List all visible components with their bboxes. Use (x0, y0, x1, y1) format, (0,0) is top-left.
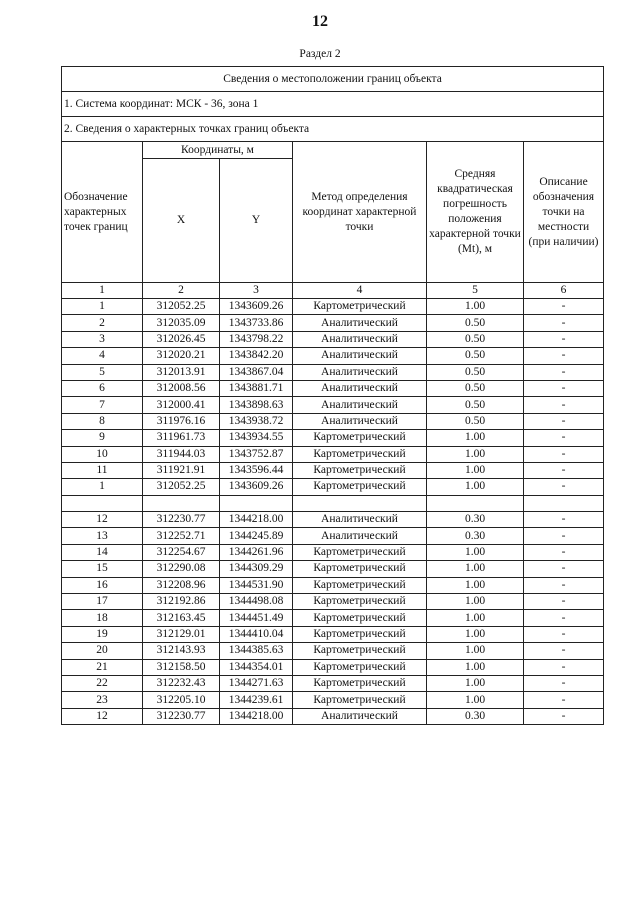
table-cell: 312052.25 (143, 479, 220, 495)
table-row (62, 512, 604, 528)
table-cell: 312158.50 (143, 659, 220, 675)
table-cell: 312020.21 (143, 348, 220, 364)
table-cell: Картометрический (293, 643, 427, 659)
empty-cell (293, 495, 427, 511)
table-cell: 1343752.87 (220, 446, 293, 462)
column-numbers-row (62, 283, 604, 299)
table-cell: 1.00 (427, 594, 524, 610)
table-cell: - (524, 610, 604, 626)
column-number: 4 (293, 283, 427, 299)
table-row (62, 675, 604, 691)
col-designation-header: Обозначение характерных точек границ (62, 142, 143, 283)
table-cell: - (524, 479, 604, 495)
table-cell: - (524, 397, 604, 413)
table-cell: Картометрический (293, 544, 427, 560)
table-cell: - (524, 315, 604, 331)
table-cell: 13 (62, 528, 143, 544)
table-cell: Картометрический (293, 462, 427, 478)
table-cell: 1344218.00 (220, 512, 293, 528)
table-cell: - (524, 708, 604, 724)
column-number: 3 (220, 283, 293, 299)
table-row (62, 643, 604, 659)
table-row (62, 479, 604, 495)
table-row (62, 544, 604, 560)
table-cell: 311961.73 (143, 430, 220, 446)
page-number: 12 (312, 13, 328, 30)
column-number: 5 (427, 283, 524, 299)
table-cell: Аналитический (293, 380, 427, 396)
table-cell: Аналитический (293, 528, 427, 544)
table-cell: 1344261.96 (220, 544, 293, 560)
table-cell: 1.00 (427, 479, 524, 495)
table-cell: - (524, 331, 604, 347)
table-cell: 311944.03 (143, 446, 220, 462)
table-title: Сведения о местоположении границ объекта (62, 67, 604, 92)
table-row (62, 577, 604, 593)
table-row (62, 692, 604, 708)
table-cell: 1.00 (427, 577, 524, 593)
table-cell: 1344410.04 (220, 626, 293, 642)
table-cell: 312000.41 (143, 397, 220, 413)
table-cell: 12 (62, 708, 143, 724)
table-cell: 10 (62, 446, 143, 462)
separator-row (62, 495, 604, 511)
table-cell: 1344354.01 (220, 659, 293, 675)
table-cell: 1 (62, 479, 143, 495)
table-cell: 0.30 (427, 708, 524, 724)
column-number: 1 (62, 283, 143, 299)
table-cell: 1343609.26 (220, 479, 293, 495)
table-row (62, 348, 604, 364)
table-cell: - (524, 659, 604, 675)
table-cell: 1344218.00 (220, 708, 293, 724)
header-row-1 (62, 142, 604, 159)
table-cell: 311921.91 (143, 462, 220, 478)
table-title-row (62, 67, 604, 92)
table-cell: 1344451.49 (220, 610, 293, 626)
table-cell: 1.00 (427, 659, 524, 675)
table-cell: 18 (62, 610, 143, 626)
table-row (62, 380, 604, 396)
table-cell: 16 (62, 577, 143, 593)
table-row (62, 528, 604, 544)
col-coordinates-header: Координаты, м (143, 142, 293, 159)
table-cell: 0.50 (427, 315, 524, 331)
table-row (62, 364, 604, 380)
table-cell: - (524, 364, 604, 380)
table-cell: - (524, 446, 604, 462)
table-cell: 1343609.26 (220, 299, 293, 315)
table-cell: - (524, 299, 604, 315)
table-cell: - (524, 692, 604, 708)
table-cell: 1.00 (427, 561, 524, 577)
table-cell: Картометрический (293, 594, 427, 610)
table-row (62, 626, 604, 642)
column-number: 2 (143, 283, 220, 299)
table-cell: Картометрический (293, 692, 427, 708)
column-number: 6 (524, 283, 604, 299)
table-cell: - (524, 348, 604, 364)
table-cell: 5 (62, 364, 143, 380)
table-cell: 312230.77 (143, 512, 220, 528)
table-cell: 312129.01 (143, 626, 220, 642)
table-row (62, 331, 604, 347)
empty-cell (62, 495, 143, 511)
table-cell: 22 (62, 675, 143, 691)
points-heading: 2. Сведения о характерных точках границ объекта (62, 117, 604, 142)
table-cell: 312163.45 (143, 610, 220, 626)
table-cell: 1.00 (427, 544, 524, 560)
col-error-header: Средняя квадратическая погрешность положения характерной точки (Mt), м (427, 142, 524, 283)
table-cell: 1343934.55 (220, 430, 293, 446)
table-row (62, 315, 604, 331)
table-cell: Аналитический (293, 708, 427, 724)
table-cell: 0.30 (427, 528, 524, 544)
table-cell: 1344531.90 (220, 577, 293, 593)
table-cell: 1.00 (427, 430, 524, 446)
table-cell: 23 (62, 692, 143, 708)
table-cell: - (524, 643, 604, 659)
col-method-header: Метод определения координат характерной точки (293, 142, 427, 283)
table-cell: 311976.16 (143, 413, 220, 429)
table-cell: Аналитический (293, 348, 427, 364)
table-cell: 1.00 (427, 610, 524, 626)
table-cell: - (524, 626, 604, 642)
table-row (62, 413, 604, 429)
table-cell: Картометрический (293, 561, 427, 577)
table-cell: 1344309.29 (220, 561, 293, 577)
table-cell: 312208.96 (143, 577, 220, 593)
table-row (62, 594, 604, 610)
table-row (62, 446, 604, 462)
table-cell: - (524, 528, 604, 544)
table-row (62, 659, 604, 675)
table-cell: 1 (62, 299, 143, 315)
table-cell: Аналитический (293, 364, 427, 380)
table-cell: - (524, 544, 604, 560)
table-cell: - (524, 380, 604, 396)
table-cell: Картометрический (293, 610, 427, 626)
table-cell: 312232.43 (143, 675, 220, 691)
table-cell: 1344498.08 (220, 594, 293, 610)
coord-system-row (62, 92, 604, 117)
table-cell: 312035.09 (143, 315, 220, 331)
table-cell: Картометрический (293, 430, 427, 446)
table-cell: 1343842.20 (220, 348, 293, 364)
empty-cell (427, 495, 524, 511)
table-cell: 1343938.72 (220, 413, 293, 429)
coord-system: 1. Система координат: МСК - 36, зона 1 (62, 92, 604, 117)
col-x-header: X (143, 159, 220, 283)
table-cell: 8 (62, 413, 143, 429)
table-cell: 1.00 (427, 675, 524, 691)
table-cell: 1.00 (427, 462, 524, 478)
empty-cell (524, 495, 604, 511)
table-cell: 1343898.63 (220, 397, 293, 413)
table-cell: 0.50 (427, 348, 524, 364)
table-row (62, 397, 604, 413)
table-cell: - (524, 561, 604, 577)
table-cell: - (524, 512, 604, 528)
empty-cell (220, 495, 293, 511)
table-cell: 12 (62, 512, 143, 528)
table-cell: Картометрический (293, 675, 427, 691)
table-cell: Аналитический (293, 331, 427, 347)
table-cell: Картометрический (293, 577, 427, 593)
boundary-table (61, 66, 604, 725)
table-cell: 0.50 (427, 364, 524, 380)
table-cell: - (524, 675, 604, 691)
table-cell: Картометрический (293, 446, 427, 462)
table-cell: 312008.56 (143, 380, 220, 396)
table-cell: 1344239.61 (220, 692, 293, 708)
table-cell: 6 (62, 380, 143, 396)
points-heading-row (62, 117, 604, 142)
table-cell: 312252.71 (143, 528, 220, 544)
table-cell: 0.50 (427, 380, 524, 396)
table-cell: 0.30 (427, 512, 524, 528)
table-cell: 1343798.22 (220, 331, 293, 347)
table-cell: 1.00 (427, 692, 524, 708)
table-cell: Картометрический (293, 659, 427, 675)
table-cell: 21 (62, 659, 143, 675)
table-cell: 1344245.89 (220, 528, 293, 544)
table-cell: 312143.93 (143, 643, 220, 659)
table-cell: 3 (62, 331, 143, 347)
table-row (62, 430, 604, 446)
table-cell: 312230.77 (143, 708, 220, 724)
table-cell: 312052.25 (143, 299, 220, 315)
table-cell: 11 (62, 462, 143, 478)
empty-cell (143, 495, 220, 511)
table-cell: 2 (62, 315, 143, 331)
table-cell: 312013.91 (143, 364, 220, 380)
table-cell: 312254.67 (143, 544, 220, 560)
table-cell: 0.50 (427, 397, 524, 413)
table-cell: 1.00 (427, 299, 524, 315)
table-cell: 1343867.04 (220, 364, 293, 380)
table-cell: 312205.10 (143, 692, 220, 708)
table-cell: Аналитический (293, 315, 427, 331)
table-cell: 1343881.71 (220, 380, 293, 396)
table-cell: 4 (62, 348, 143, 364)
table-cell: - (524, 577, 604, 593)
table-cell: 17 (62, 594, 143, 610)
table-cell: 1.00 (427, 643, 524, 659)
section-label: Раздел 2 (299, 48, 341, 60)
table-cell: - (524, 430, 604, 446)
table-cell: - (524, 462, 604, 478)
table-cell: 1344271.63 (220, 675, 293, 691)
table-cell: 1.00 (427, 626, 524, 642)
table-row (62, 462, 604, 478)
table-row (62, 299, 604, 315)
table-cell: Аналитический (293, 413, 427, 429)
table-cell: 1.00 (427, 446, 524, 462)
table-cell: 14 (62, 544, 143, 560)
table-cell: 9 (62, 430, 143, 446)
table-row (62, 561, 604, 577)
table-cell: 15 (62, 561, 143, 577)
table-cell: - (524, 413, 604, 429)
table-cell: 312290.08 (143, 561, 220, 577)
table-cell: 19 (62, 626, 143, 642)
col-description-header: Описание обозначения точки на местности (при наличии) (524, 142, 604, 283)
table-cell: 0.50 (427, 413, 524, 429)
table-cell: Аналитический (293, 397, 427, 413)
table-cell: 312192.86 (143, 594, 220, 610)
table-cell: 1344385.63 (220, 643, 293, 659)
table-row (62, 708, 604, 724)
col-y-header: Y (220, 159, 293, 283)
table-cell: - (524, 594, 604, 610)
table-cell: Аналитический (293, 512, 427, 528)
table-cell: Картометрический (293, 299, 427, 315)
table-cell: Картометрический (293, 626, 427, 642)
table-cell: Картометрический (293, 479, 427, 495)
table-cell: 312026.45 (143, 331, 220, 347)
table-row (62, 610, 604, 626)
table-cell: 0.50 (427, 331, 524, 347)
table-cell: 1343596.44 (220, 462, 293, 478)
table-cell: 20 (62, 643, 143, 659)
table-cell: 7 (62, 397, 143, 413)
table-cell: 1343733.86 (220, 315, 293, 331)
